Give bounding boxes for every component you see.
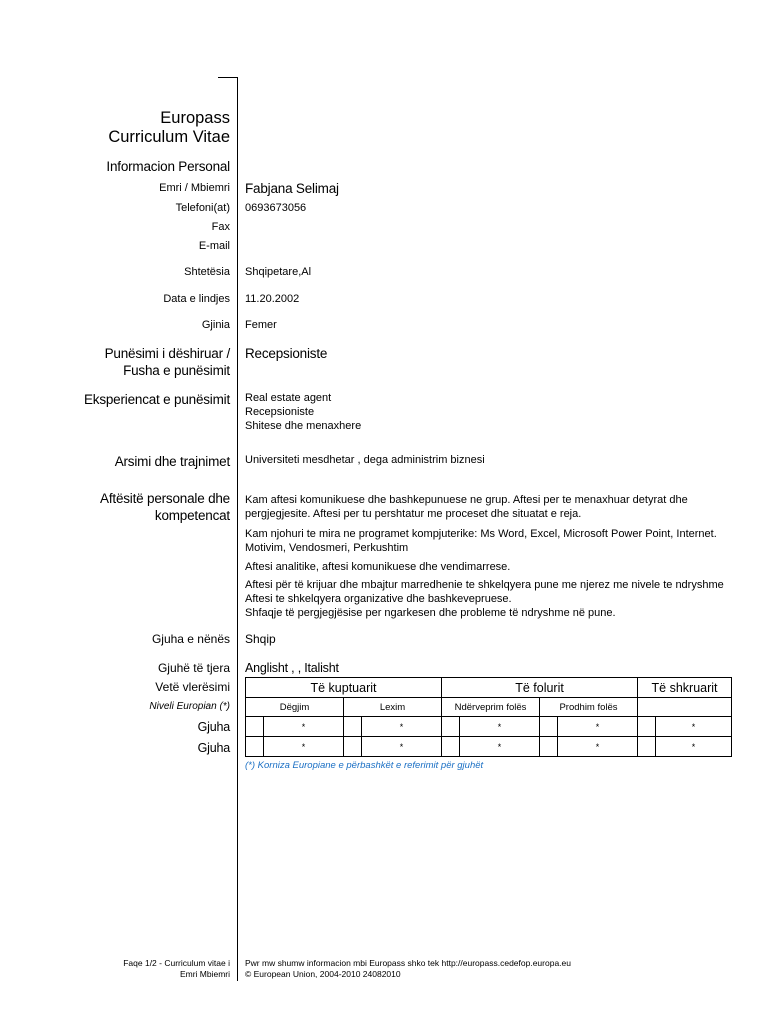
skills-line: Kam njohuri te mira ne programet kompjuterike: Ms Word, Excel, Microsoft Power Point, Internet. — [245, 528, 717, 540]
table-cell — [540, 717, 558, 737]
cefr-note-prefix: (*) — [245, 760, 256, 771]
experience-item: Recepsioniste — [245, 406, 315, 418]
skills-line: pergjegjesite. Aftesi per tu pershtatur me proceset dhe situatat e reja. — [245, 508, 582, 520]
skills-line: Shfaqje të pergjegjësise per ngarkesen dhe probleme të ndryshme në pune. — [245, 607, 616, 619]
subheader-production: Prodhim folës — [540, 698, 638, 717]
table-header-row — [246, 678, 732, 698]
table-cell — [344, 717, 362, 737]
table-cell — [442, 737, 460, 757]
experience-list — [245, 391, 361, 433]
subheader-interaction: Ndërveprim folës — [442, 698, 540, 717]
skills-line: Aftesi për të krijuar dhe mbajtur marredhenie te shkelqyera pune me njerez me nivele te ndryshme — [245, 579, 724, 591]
skills-line: Kam aftesi komunikuese dhe bashkepunuese ne grup. Aftesi per te menaxhuar detyrat dhe — [245, 494, 688, 506]
name-value: Fabjana Selimaj — [245, 181, 339, 196]
dob-value: 11.20.2002 — [245, 293, 300, 305]
language-row-label-2: Gjuha — [197, 741, 230, 755]
nationality-value: Shqipetare,Al — [245, 266, 312, 278]
table-cell — [540, 737, 558, 757]
self-assessment-label: Vetë vlerësimi — [155, 680, 230, 694]
european-level-label: Niveli Europian (*) — [149, 701, 230, 712]
other-languages-label: Gjuhë të tjera — [157, 661, 230, 675]
header-writing: Të shkruarit — [638, 678, 732, 698]
footer-page-info-1: Faqe 1/2 - Curriculum vitae i — [123, 958, 230, 968]
table-row — [246, 737, 732, 757]
subheader-writing — [638, 698, 732, 717]
table-cell: * — [558, 737, 638, 757]
name-label: Emri / Mbiemri — [159, 182, 230, 194]
table-row — [246, 717, 732, 737]
footer-copyright: © European Union, 2004-2010 24082010 — [245, 969, 401, 979]
other-languages-value: Anglisht , , Italisht — [245, 661, 339, 675]
header-speaking: Të folurit — [442, 678, 638, 698]
experience-item: Real estate agent — [245, 392, 332, 404]
table-cell — [246, 717, 264, 737]
mother-tongue-label: Gjuha e nënës — [151, 632, 230, 646]
title-curriculum-vitae: Curriculum Vitae — [108, 128, 230, 146]
table-cell — [442, 717, 460, 737]
skills-paragraph-2 — [245, 527, 717, 555]
table-cell: * — [558, 717, 638, 737]
table-cell — [246, 737, 264, 757]
title-europass: Europass — [160, 109, 230, 127]
table-cell: * — [656, 737, 732, 757]
desired-job-label-1: Punësimi i dëshiruar / — [104, 346, 230, 361]
phone-value: 0693673056 — [245, 202, 307, 214]
table-cell: * — [362, 737, 442, 757]
skills-label-2: kompetencat — [154, 508, 230, 523]
skills-line: Aftesi te shkelqyera organizative dhe bashkevepruese. — [245, 593, 512, 605]
subheader-reading: Lexim — [344, 698, 442, 717]
skills-paragraph-4 — [245, 578, 724, 620]
table-cell — [638, 717, 656, 737]
table-cell: * — [362, 717, 442, 737]
table-cell: * — [264, 717, 344, 737]
footer-info-link[interactable]: Pwr mw shumw informacion mbi Europass shko tek http://europass.cedefop.europa.eu — [245, 958, 571, 968]
fax-label: Fax — [211, 221, 230, 233]
table-cell — [638, 737, 656, 757]
dob-label: Data e lindjes — [163, 293, 230, 305]
gender-value: Femer — [245, 319, 277, 331]
table-cell: * — [460, 737, 540, 757]
cefr-note[interactable] — [245, 760, 483, 772]
table-cell: * — [264, 737, 344, 757]
mother-tongue-value: Shqip — [245, 632, 276, 646]
table-cell: * — [460, 717, 540, 737]
language-row-label-1: Gjuha — [197, 720, 230, 734]
language-assessment-table — [245, 677, 732, 757]
header-tick-line — [218, 77, 238, 78]
cefr-note-link[interactable]: Korniza Europiane e përbashkët e referimit për gjuhët — [257, 760, 484, 771]
nationality-label: Shtetësia — [184, 266, 230, 278]
skills-paragraph-3 — [245, 560, 510, 574]
education-label: Arsimi dhe trajnimet — [114, 454, 230, 469]
footer-page-info-2: Emri Mbiemri — [179, 969, 230, 979]
subheader-listening: Dëgjim — [246, 698, 344, 717]
phone-label: Telefoni(at) — [175, 202, 230, 214]
vertical-divider — [237, 77, 238, 981]
section-heading-personal: Informacion Personal — [106, 159, 230, 174]
education-value: Universiteti mesdhetar , dega administrim biznesi — [245, 454, 485, 466]
skills-paragraph-1 — [245, 493, 688, 521]
desired-job-value: Recepsioniste — [245, 346, 328, 361]
experience-label: Eksperiencat e punësimit — [83, 392, 230, 407]
gender-label: Gjinia — [201, 319, 230, 331]
table-cell — [344, 737, 362, 757]
experience-item: Shitese dhe menaxhere — [245, 420, 362, 432]
table-subheader-row — [246, 698, 732, 717]
skills-line: Motivim, Vendosmeri, Perkushtim — [245, 542, 409, 554]
email-label: E-mail — [198, 240, 230, 252]
table-cell: * — [656, 717, 732, 737]
skills-line: Aftesi analitike, aftesi komunikuese dhe vendimarrese. — [245, 561, 511, 573]
header-understanding: Të kuptuarit — [246, 678, 442, 698]
desired-job-label-2: Fusha e punësimit — [123, 363, 230, 378]
skills-label-1: Aftësitë personale dhe — [100, 491, 230, 506]
